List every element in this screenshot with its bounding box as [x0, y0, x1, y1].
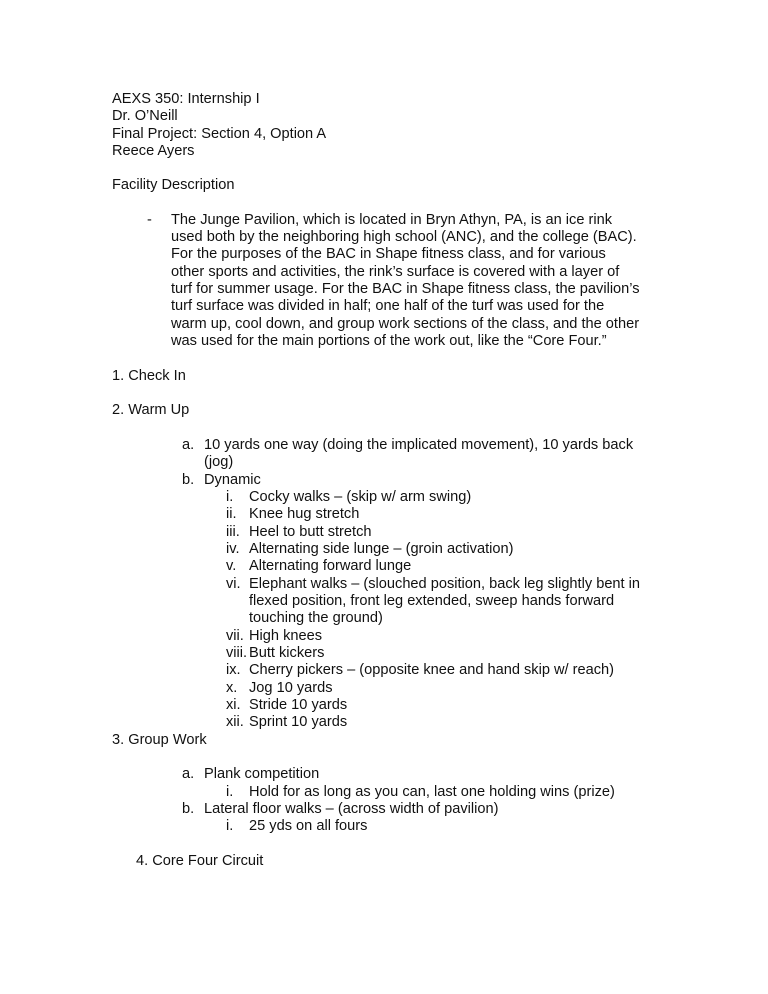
group-work-subitem: 25 yds on all fours: [249, 818, 368, 834]
dynamic-item: Alternating forward lunge: [249, 558, 412, 574]
list-marker: x.: [226, 680, 238, 696]
list-marker: v.: [226, 558, 237, 574]
warm-up-item-b: Dynamic: [204, 472, 261, 488]
list-marker: i.: [226, 784, 234, 800]
dynamic-item: Butt kickers: [249, 645, 325, 661]
list-marker: b.: [182, 472, 195, 488]
facility-line: warm up, cool down, and group work sections of the class, and the other: [171, 316, 640, 332]
dynamic-item: Cocky walks – (skip w/ arm swing): [249, 489, 472, 505]
list-marker: iv.: [226, 541, 240, 557]
instructor-name: Dr. O’Neill: [112, 108, 178, 124]
list-marker: ix.: [226, 662, 241, 678]
group-work-subitem: Hold for as long as you can, last one holding wins (prize): [249, 784, 615, 800]
facility-heading: Facility Description: [112, 177, 235, 193]
list-marker: iii.: [226, 524, 240, 540]
list-marker: a.: [182, 766, 195, 782]
dynamic-item: Cherry pickers – (opposite knee and hand skip w/ reach): [249, 662, 615, 678]
group-work-item-a: Plank competition: [204, 766, 320, 782]
dynamic-item: Jog 10 yards: [249, 680, 333, 696]
dynamic-item-continued: touching the ground): [249, 610, 383, 626]
project-title: Final Project: Section 4, Option A: [112, 126, 327, 142]
dynamic-item-continued: flexed position, front leg extended, sweep hands forward: [249, 593, 615, 609]
section-group-work: 3. Group Work: [112, 732, 207, 748]
list-marker: viii.: [226, 645, 248, 661]
facility-line: was used for the main portions of the work out, like the “Core Four.”: [171, 333, 607, 349]
section-core-four: 4. Core Four Circuit: [136, 853, 264, 869]
facility-line: turf surface was divided in half; one half of the turf was used for the: [171, 298, 605, 314]
facility-line: turf for summer usage. For the BAC in Shape fitness class, the pavilion’s: [171, 281, 640, 297]
dynamic-item: Heel to butt stretch: [249, 524, 372, 540]
list-marker: b.: [182, 801, 195, 817]
facility-line: used both by the neighboring high school (ANC), and the college (BAC).: [171, 229, 637, 245]
list-marker: xi.: [226, 697, 241, 713]
dynamic-item: Sprint 10 yards: [249, 714, 348, 730]
section-check-in: 1. Check In: [112, 368, 186, 384]
section-warm-up: 2. Warm Up: [112, 402, 190, 418]
course-title: AEXS 350: Internship I: [112, 91, 260, 107]
facility-line: other sports and activities, the rink’s surface is covered with a layer of: [171, 264, 620, 280]
list-marker: a.: [182, 437, 195, 453]
list-marker: i.: [226, 818, 234, 834]
facility-line: For the purposes of the BAC in Shape fitness class, and for various: [171, 246, 606, 262]
facility-line: The Junge Pavilion, which is located in Bryn Athyn, PA, is an ice rink: [171, 212, 613, 228]
dynamic-item: High knees: [249, 628, 323, 644]
group-work-item-b: Lateral floor walks – (across width of pavilion): [204, 801, 499, 817]
list-marker: ii.: [226, 506, 237, 522]
warm-up-item-a-continued: (jog): [204, 454, 234, 470]
dynamic-item: Stride 10 yards: [249, 697, 348, 713]
list-marker: i.: [226, 489, 234, 505]
dynamic-item: Elephant walks – (slouched position, back leg slightly bent in: [249, 576, 641, 592]
warm-up-item-a: 10 yards one way (doing the implicated movement), 10 yards back: [204, 437, 634, 453]
list-marker: vi.: [226, 576, 241, 592]
list-marker: xii.: [226, 714, 244, 730]
list-marker: vii.: [226, 628, 244, 644]
facility-bullet: -: [147, 212, 152, 228]
dynamic-item: Knee hug stretch: [249, 506, 360, 522]
dynamic-item: Alternating side lunge – (groin activation): [249, 541, 514, 557]
author-name: Reece Ayers: [112, 143, 195, 159]
